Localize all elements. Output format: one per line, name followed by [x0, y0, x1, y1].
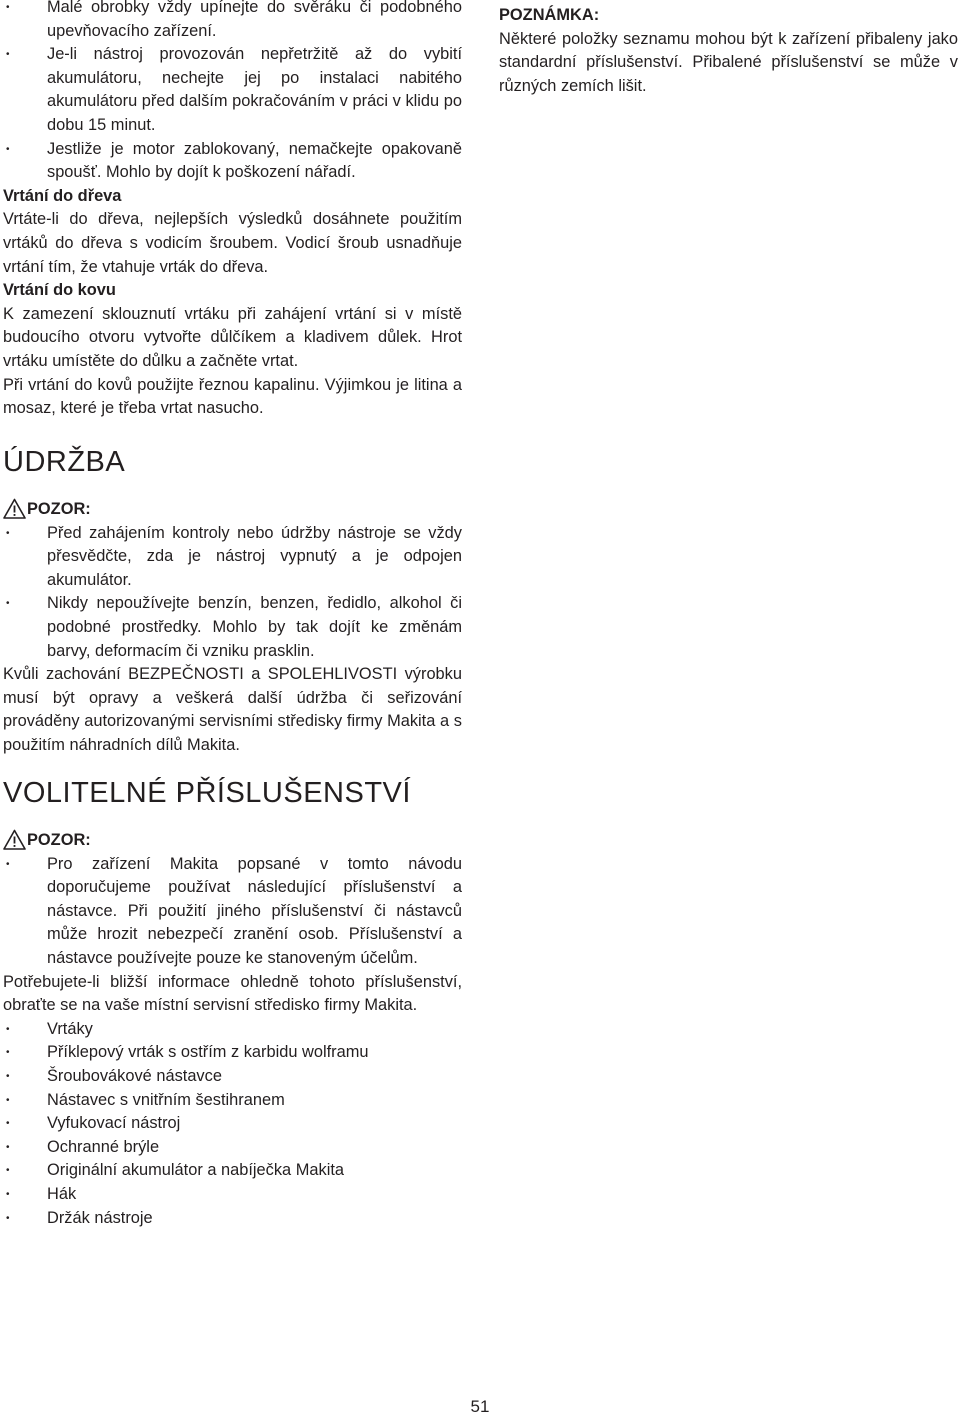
caution-label: POZOR: — [27, 831, 91, 850]
left-column — [3, 0, 462, 1230]
list-item: • Originální akumulátor a nabíječka Makita — [3, 1159, 462, 1183]
caution-label: POZOR: — [27, 500, 91, 519]
maintenance-text: Kvůli zachování BEZPEČNOSTI a SPOLEHLIVOSTI výrobku musí být opravy a veškerá další údržba či seřizování prováděny autorizovanými servisními středisky firmy Makita a s použitím náhradních dílů Makita. — [3, 665, 462, 755]
accessories-list — [3, 1018, 462, 1230]
list-item: • Je-li nástroj provozován nepřetržitě až do vybití akumulátoru, nechejte jej po instalaci nabitého akumulátoru před dalším pokračováním v práci v klidu po dobu 15 minut. — [3, 43, 462, 137]
metal-drilling-heading: Vrtání do kovu — [3, 281, 116, 300]
maintenance-caution — [3, 498, 462, 522]
list-item: • Ochranné brýle — [3, 1136, 462, 1160]
list-item: • Šroubovákové nástavce — [3, 1065, 462, 1089]
wood-drilling-text: Vrtáte-li do dřeva, nejlepších výsledků dosáhnete použitím vrtáků do dřeva s vodicím šroubem. Vodicí šroub usnadňuje vrtání tím, že vtahuje vrták do dřeva. — [3, 210, 462, 276]
metal-drilling-text: K zamezení sklouznutí vrtáku při zahájení vrtání si v místě budoucího otvoru vytvořte důlčíkem a kladivem důlek. Hrot vrtáku umístěte do důlku a začněte vrtat. — [3, 304, 462, 370]
note-heading: POZNÁMKA: — [499, 6, 600, 24]
list-item: • Držák nástroje — [3, 1207, 462, 1231]
metal-drilling-text: Při vrtání do kovů použijte řeznou kapalinu. Výjimkou je litina a mosaz, které je třeba vrtat nasucho. — [3, 375, 462, 418]
accessories-caution — [3, 829, 462, 853]
list-item: • Nástavec s vnitřním šestihranem — [3, 1089, 462, 1113]
maintenance-title: ÚDRŽBA — [3, 445, 126, 478]
list-item: • Hák — [3, 1183, 462, 1207]
right-column — [499, 4, 958, 98]
page-number: 51 — [470, 1397, 490, 1416]
list-item: • Jestliže je motor zablokovaný, nemačkejte opakovaně spoušť. Mohlo by dojít k poškození nářadí. — [3, 138, 462, 185]
accessories-text: Potřebujete-li bližší informace ohledně tohoto příslušenství, obraťte se na vaše místní servisní středisko firmy Makita. — [3, 972, 462, 1015]
note-text: Některé položky seznamu mohou být k zařízení přibaleny jako standardní příslušenství. Přibalené příslušenství se může v různých zemích lišit. — [499, 29, 958, 95]
warning-icon — [3, 829, 26, 850]
list-item: • Nikdy nepoužívejte benzín, benzen, ředidlo, alkohol či podobné prostředky. Mohlo by tak dojít ke změnám barvy, deformacím či vzniku prasklin. — [3, 592, 462, 663]
list-item: • Malé obrobky vždy upínejte do svěráku či podobného upevňovacího zařízení. — [3, 0, 462, 43]
list-item: • Vrtáky — [3, 1018, 462, 1042]
list-item: • Před zahájením kontroly nebo údržby nástroje se vždy přesvědčte, zda je nástroj vypnutý a je odpojen akumulátor. — [3, 522, 462, 593]
accessories-title: VOLITELNÉ PŘÍSLUŠENSTVÍ — [3, 776, 411, 809]
wood-drilling-heading: Vrtání do dřeva — [3, 186, 122, 205]
list-item: • Příklepový vrták s ostřím z karbidu wolframu — [3, 1041, 462, 1065]
warning-icon — [3, 498, 26, 519]
list-item: • Vyfukovací nástroj — [3, 1112, 462, 1136]
list-item: • Pro zařízení Makita popsané v tomto návodu doporučujeme používat následující příslušenství a nástavce. Při použití jiného příslušenství či nástavců může hrozit nebezpečí zranění osob. Příslušenství a nástavce používejte pouze ke stanoveným účelům. — [3, 853, 462, 971]
